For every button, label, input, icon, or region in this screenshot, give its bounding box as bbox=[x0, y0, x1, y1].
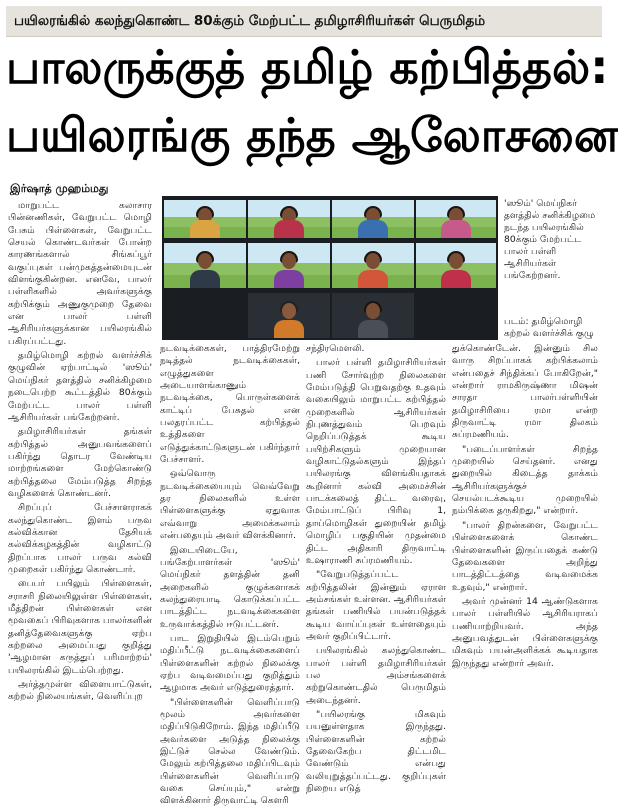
participant-tile bbox=[248, 200, 330, 238]
participant-tile bbox=[332, 293, 414, 338]
paragraph: மாறுபட்ட கலாசார பின்னணிகள், வேறுபட்ட மொழி பேசும் பிள்ளைகள், வேறுபட்ட செயல் கொண்டவர்கள் போன்ற காரணங்களால் சிங்கப்பூர் வகுப்புகள் பன்முகத்தன்மையுடன் விளங்குகின்றன. எனவே, பாலர் பள்ளிகளில் அவர்களுக்கு கற்பிக்கும் அணுகுமுறை தேவை என பாலர் பள்ளி ஆசிரியர்களுக்கான பயிலரங்கில் பகிரப்பட்டது. bbox=[8, 200, 152, 347]
byline: இர்ஷாத் முஹம்மது bbox=[10, 182, 109, 195]
photo-caption: 'ஸூம்' மெய்நிகர் தளத்தில் சனிக்கிழமை நடந்த பயிலரங்கில் 80க்கும் மேற்பட்ட பாலர் பள்ளி ஆசிரியர்கள் பங்கேற்றனர். bbox=[504, 198, 596, 281]
paragraph: பாட இறுதியில் இடம்பெறும் மதிப்பீட்டு நடவடிக்கைகளைப் பிள்ளைகளின் கற்றல் நிலைக்கு ஏற்ப வடிவமைப்பது குறித்தும் ஆழமாக அவர் எடுத்துரைத்தார். bbox=[160, 632, 300, 694]
paragraph: "வேறுபடுத்தப்பட்ட கற்பித்தலின் இன்னும் ஏராள அம்சங்கள் உள்ளன. ஆசிரியர்கள் தங்கள் பணியில் பயன்படுத்தக் கூடிய வாய்ப்புகள் உள்ளதையும் அவர் குறிப்பிட்டார். bbox=[306, 569, 446, 642]
participant-tile bbox=[332, 200, 414, 238]
paragraph: துக்கொண்டேன். இன்னும் சில வாரு சிறப்பாகக் கற்பிக்கலாம் என்பதைச் சிந்திக்கப் போகிறேன்," என்றார் ராமகிருஷ்ணா மிஷன் சாரதா பாலர்பள்ளியின் தமிழாசிரியை ரமா என்ற திருவாட்டி ரமா திலகம் சுப்ரமணியம். bbox=[452, 343, 598, 441]
participant-tile bbox=[164, 200, 246, 238]
participant-tile bbox=[416, 243, 496, 288]
paragraph: பயிலரங்கில் கலந்துகொண்ட பாலர் பள்ளி தமிழாசிரியர்கள் பல அம்சங்களைக் கற்றுகொண்டதில் பெருமிதம் அடைந்தனர். bbox=[306, 645, 446, 706]
paragraph: பாலர் பள்ளி தமிழாசிரியர்கள் பணி சோர்வுற்ற நிலைகளை மேம்படுத்தி பெறுவதற்கு உதவும் வகையிலும் மாறுபட்ட கற்பித்தல் முறைகளில் ஆசிரியர்கள் நிபுணத்துவம் பெறவும் நெறிப்படுத்தக் கூடிய பயிற்சிகளும் முறையான வழிகாட்டுதல்களும் இந்தப் பயிலரங்கு விளங்கியதாகக் கூறினார் கல்வி அமைச்சின் பாடக்கலைத் திட்ட வரைவு, மேம்பாட்டுப் பிரிவு 1, தாய்மொழிகள் துறையின் தமிழ் மொழிப் பகுதியின் முதன்மை திட்ட அதிகாரி திருவாட்டி உஷாராணி சுப்ரமணியம். bbox=[306, 357, 446, 566]
paragraph: அவர் முன்னர் 14 ஆண்டுகளாக பாலர் பள்ளியில் ஆசிரியராகப் பணியாற்றியவர். அந்த அனுபவத்துடன் பிள்ளைகளுக்கு மிகவும் பயன்அளிக்கக் கூடியதாக இருந்தது என்றார் அவர். bbox=[452, 595, 598, 669]
paragraph: சந்திரமௌலி. bbox=[306, 343, 365, 354]
paragraph: "பயிலரங்கு மிகவும் பயனுள்ளதாக இருந்தது. பிள்ளைகளின் கற்றல் தேவைகேற்ப திட்டமிட வேண்டும் என்பது வலியுறுத்தப்பட்டது. குறிப்புகள் நிறைய எடுத் bbox=[306, 708, 446, 795]
participant-tile bbox=[332, 243, 414, 288]
paragraph: சிறப்புப் பேச்சாளராகக் கலந்துகொண்ட இளம் பருவ கல்விக்கான தேசியக் கல்விக்கழகத்தின் வழிகாட்டு திறப்பாக பாலர் பருவ கல்வி முறைகள் பகிர்ந்து கொண்டார். bbox=[8, 502, 152, 575]
article-column-3 bbox=[306, 343, 446, 795]
paragraph: பைபர் பயிலும் பிள்ளைகள், சராசரி நிலையிலுள்ள பிள்ளைகள், மீத்திறன் பிள்ளைகள் என மூவகைப் பிரிவுகளாக பாலர்களின் தனித்தேவைகளுக்கு ஏற்ப கற்றலை அமைப்பது குறித்து 'ஆழமான கருத்துப் பரிமாற்றம்' பயிலரங்கில் இடம்பெற்றது. bbox=[8, 578, 152, 676]
photo-credit: படம்: தமிழ்மொழி கற்றல் வளர்ச்சிக் குழு bbox=[504, 316, 594, 339]
headline-line-1: பாலருக்குத் தமிழ் கற்பித்தல்: bbox=[6, 40, 609, 94]
headline-line-2: பயிலரங்கு தந்த ஆலோசனை bbox=[6, 108, 618, 162]
zoom-meeting-photo bbox=[162, 196, 498, 340]
participant-tile bbox=[164, 243, 246, 288]
paragraph: "படைப்பாளர்கள் சிறந்த முறையில் செய்தனர். எனது துறையில் கிடைத்த தாக்கம் ஆசிரியர்களுக்குச் செயல்படக்கூடிய முறையில் நம்பிக்கை தருகிறது," என்றார். bbox=[452, 443, 598, 517]
kicker-banner: பயிலரங்கில் கலந்துகொண்ட 80க்கும் மேற்பட்ட தமிழாசிரியர்கள் பெருமிதம் bbox=[6, 6, 602, 37]
participant-tile bbox=[416, 200, 496, 238]
paragraph: ஒவ்வொரு நடவடிக்கையையும் வெவ்வேறு தர நிலைகளில் உள்ள பிள்ளைகளுக்கு ஏதுவாக எவ்வாறு அமைக்கலாம் என்பதையும் அவர் விளக்கினார். bbox=[160, 468, 300, 542]
paragraph: "பாலர் திறன்களை, வேறுபட்ட பிள்ளைகளைக் கொண்ட பிள்ளைகளின் இருப்பதைக் கண்டு தேவைகளை அறிந்து பாடத்திட்டத்தை வடிவமைக்க உதவும்," என்றார். bbox=[452, 519, 598, 593]
paragraph: தமிழாசிரியர்கள் தங்கள் கற்பித்தல் அனுபவங்களைப் பகிர்ந்து தொடர வேண்டிய மாற்றங்களை மேற்கொண்டு கற்பித்தலை மேம்படுத்த சிறந்த வழிகளைக் கொண்டனர். bbox=[8, 426, 152, 499]
paragraph: "பிள்ளைகளின் வெளிப்பாடு மூலம் அவர்களை மதிப்பிடுகிறோம். இந்த மதிப்பீடு அவர்களை அடுத்த நிலைக்கு இட்டுச் செல்ல வேண்டும். மேலும் கற்பித்தலை மதிப்பிடவும் பிள்ளைகளின் வெளிப்பாடு வகை செய்யும்," என்று விளக்கினார் திருவாட்டி கௌரி bbox=[160, 696, 300, 807]
paragraph: நடவடிக்கைகள், பாத்திரமேற்று நடித்தல் நடவடிக்கைகள், எழுத்துகளை அடையாளங்காணும் நடவடிக்கை, பொருள்களைக் காட்டிப் பேசுதல் என பலதரப்பட்ட கற்பித்தல் உத்திகளை எடுத்துக்காட்டுகளுடன் பகிர்ந்தார் பேச்சாளர். bbox=[160, 343, 300, 466]
paragraph: அர்த்தமுள்ள விளையாட்டுகள், கற்றல் நிலையங்கள், வெளிப்புற bbox=[8, 679, 152, 703]
article-column-4 bbox=[452, 343, 598, 740]
article-column-2 bbox=[160, 343, 300, 807]
paragraph: இடையிடையே, பங்கேற்பாளர்கள் 'ஸூம்' மெய்நிகர் தளத்தின் தனி அறைகளில் குழுக்களாகக் கலந்துரையாடி கொடுக்கப்பட்ட பாடத்திட்ட நடவடிக்கைகளை உருவாக்கத்தில் ஈடுபட்டனர். bbox=[160, 544, 300, 630]
participant-tile bbox=[248, 243, 330, 288]
paragraph: தமிழ்மொழி கற்றல் வளர்ச்சிக் குழுவின் ஏற்பாட்டில் 'ஸூம்' மெய்நிகர் தளத்தில் சனிக்கிழமை நடைபெற்ற கூட்டத்தில் 80க்கும் மேற்பட்ட பாலர் பள்ளி ஆசிரியர்கள் பங்கேற்றனர். bbox=[8, 350, 152, 423]
participant-tile bbox=[248, 293, 330, 338]
article-column-1 bbox=[8, 200, 152, 740]
